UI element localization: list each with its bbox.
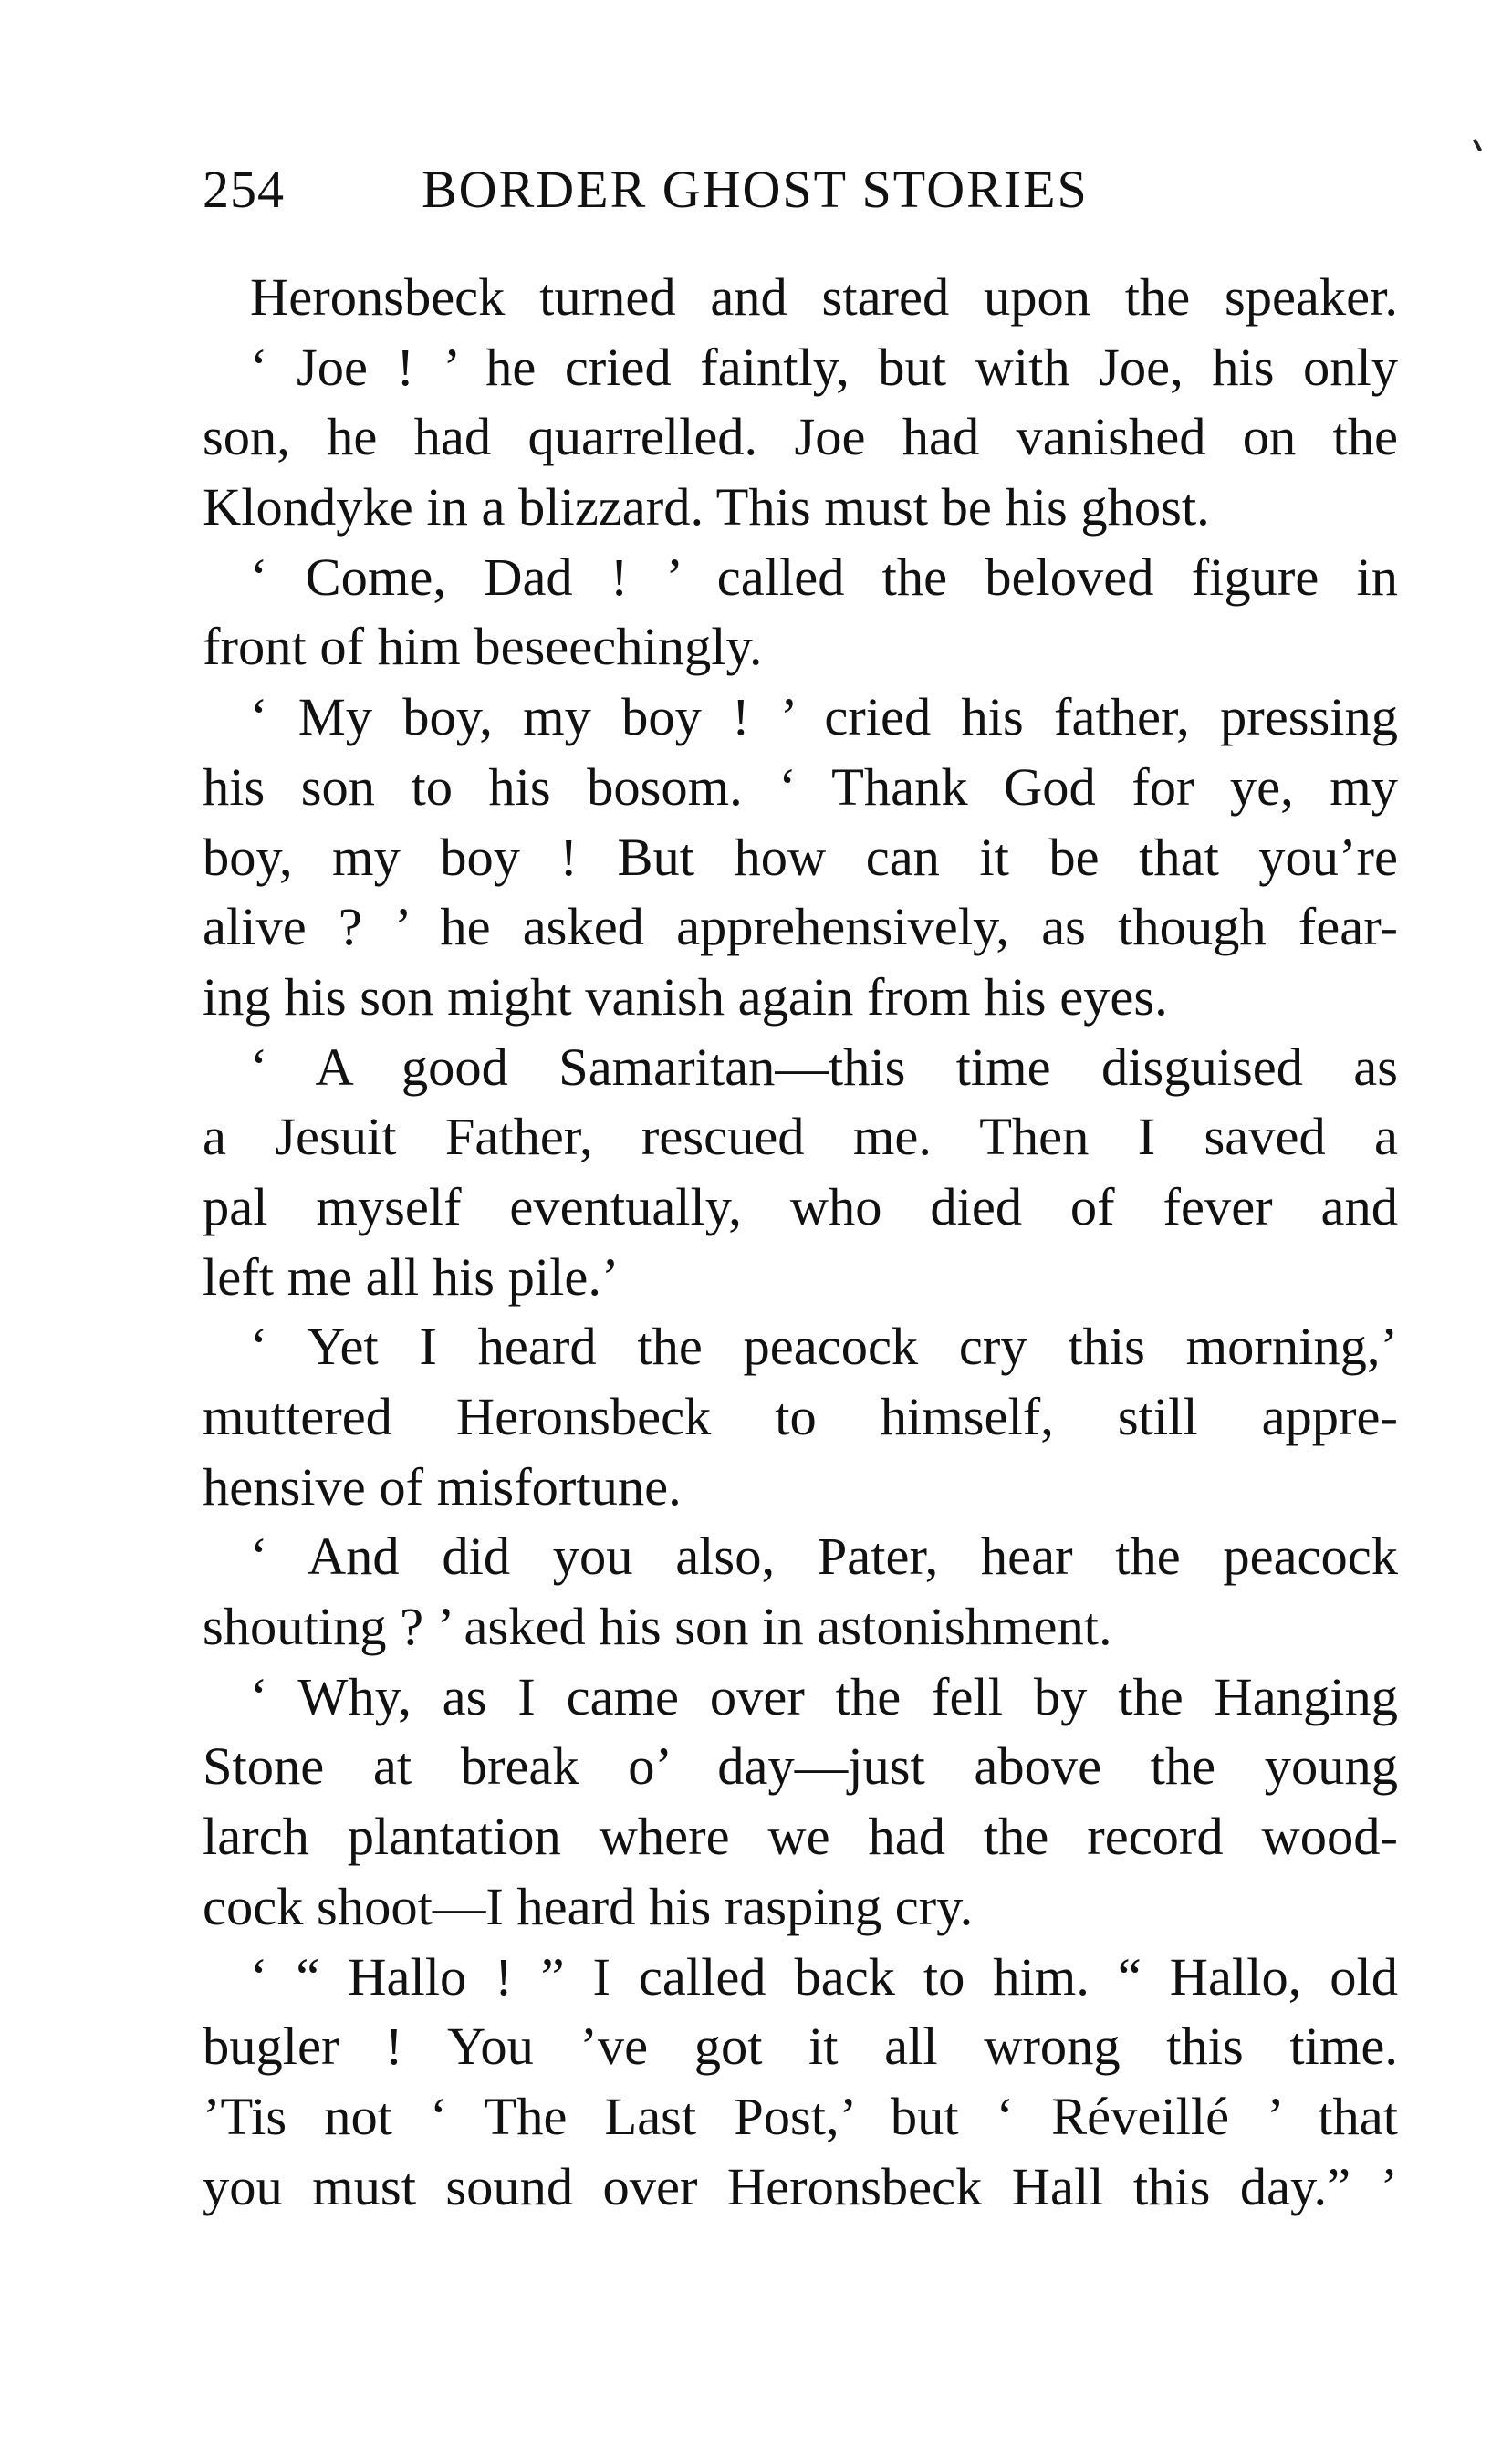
text-line: ‘ Yet I heard the peacock cry this morning,’: [250, 1317, 1398, 1377]
text-line: ‘ “ Hallo ! ” I called back to him. “ Hallo, old: [250, 1946, 1398, 2006]
text-line: left me all his pile.’: [203, 1246, 620, 1307]
text-line: Klondyke in a blizzard. This must be his ghost.: [203, 477, 1210, 537]
running-head: BORDER GHOST STORIES: [422, 160, 1089, 219]
text-line: son, he had quarrelled. Joe had vanished on the: [203, 407, 1398, 467]
text-line: Heronsbeck turned and stared upon the speaker.: [250, 267, 1398, 327]
text-line: ‘ Joe ! ’ he cried faintly, but with Joe, his only: [250, 337, 1398, 397]
text-line: bugler ! You ’ve got it all wrong this time.: [203, 2017, 1398, 2077]
text-line: ‘ Why, as I came over the fell by the Hanging: [250, 1666, 1398, 1726]
text-line: muttered Heronsbeck to himself, still appre-: [203, 1387, 1398, 1446]
text-line: boy, my boy ! But how can it be that you’re: [203, 827, 1398, 887]
text-line: ing his son might vanish again from his eyes.: [203, 966, 1168, 1027]
text-line: you must sound over Heronsbeck Hall this day.” ’: [203, 2156, 1398, 2216]
text-line: Stone at break o’ day—just above the young: [203, 1736, 1398, 1797]
text-line: cock shoot—I heard his rasping cry.: [203, 1876, 974, 1936]
text-line: larch plantation where we had the record wood-: [203, 1807, 1398, 1867]
text-line: alive ? ’ he asked apprehensively, as though fear-: [203, 897, 1398, 957]
text-line: his son to his bosom. ‘ Thank God for ye, my: [203, 756, 1398, 817]
text-line: ‘ Come, Dad ! ’ called the beloved figure in: [250, 547, 1398, 607]
text-line: ‘ A good Samaritan—this time disguised as: [250, 1037, 1398, 1097]
text-line: ‘ My boy, my boy ! ’ cried his father, pressing: [250, 687, 1398, 747]
page-number: 254: [203, 160, 285, 219]
text-line: ’Tis not ‘ The Last Post,’ but ‘ Réveillé ’ that: [203, 2086, 1398, 2146]
text-line: pal myself eventually, who died of fever and: [203, 1176, 1398, 1236]
text-line: ‘ And did you also, Pater, hear the peacock: [250, 1527, 1398, 1587]
text-line: front of him beseechingly.: [203, 617, 763, 677]
text-line: a Jesuit Father, rescued me. Then I saved a: [203, 1107, 1398, 1167]
text-line: hensive of misfortune.: [203, 1456, 682, 1517]
page-header: [203, 153, 1398, 226]
text-line: shouting ? ’ asked his son in astonishment.: [203, 1597, 1112, 1657]
body-text: [203, 263, 1398, 2222]
print-speck: [1473, 139, 1482, 151]
